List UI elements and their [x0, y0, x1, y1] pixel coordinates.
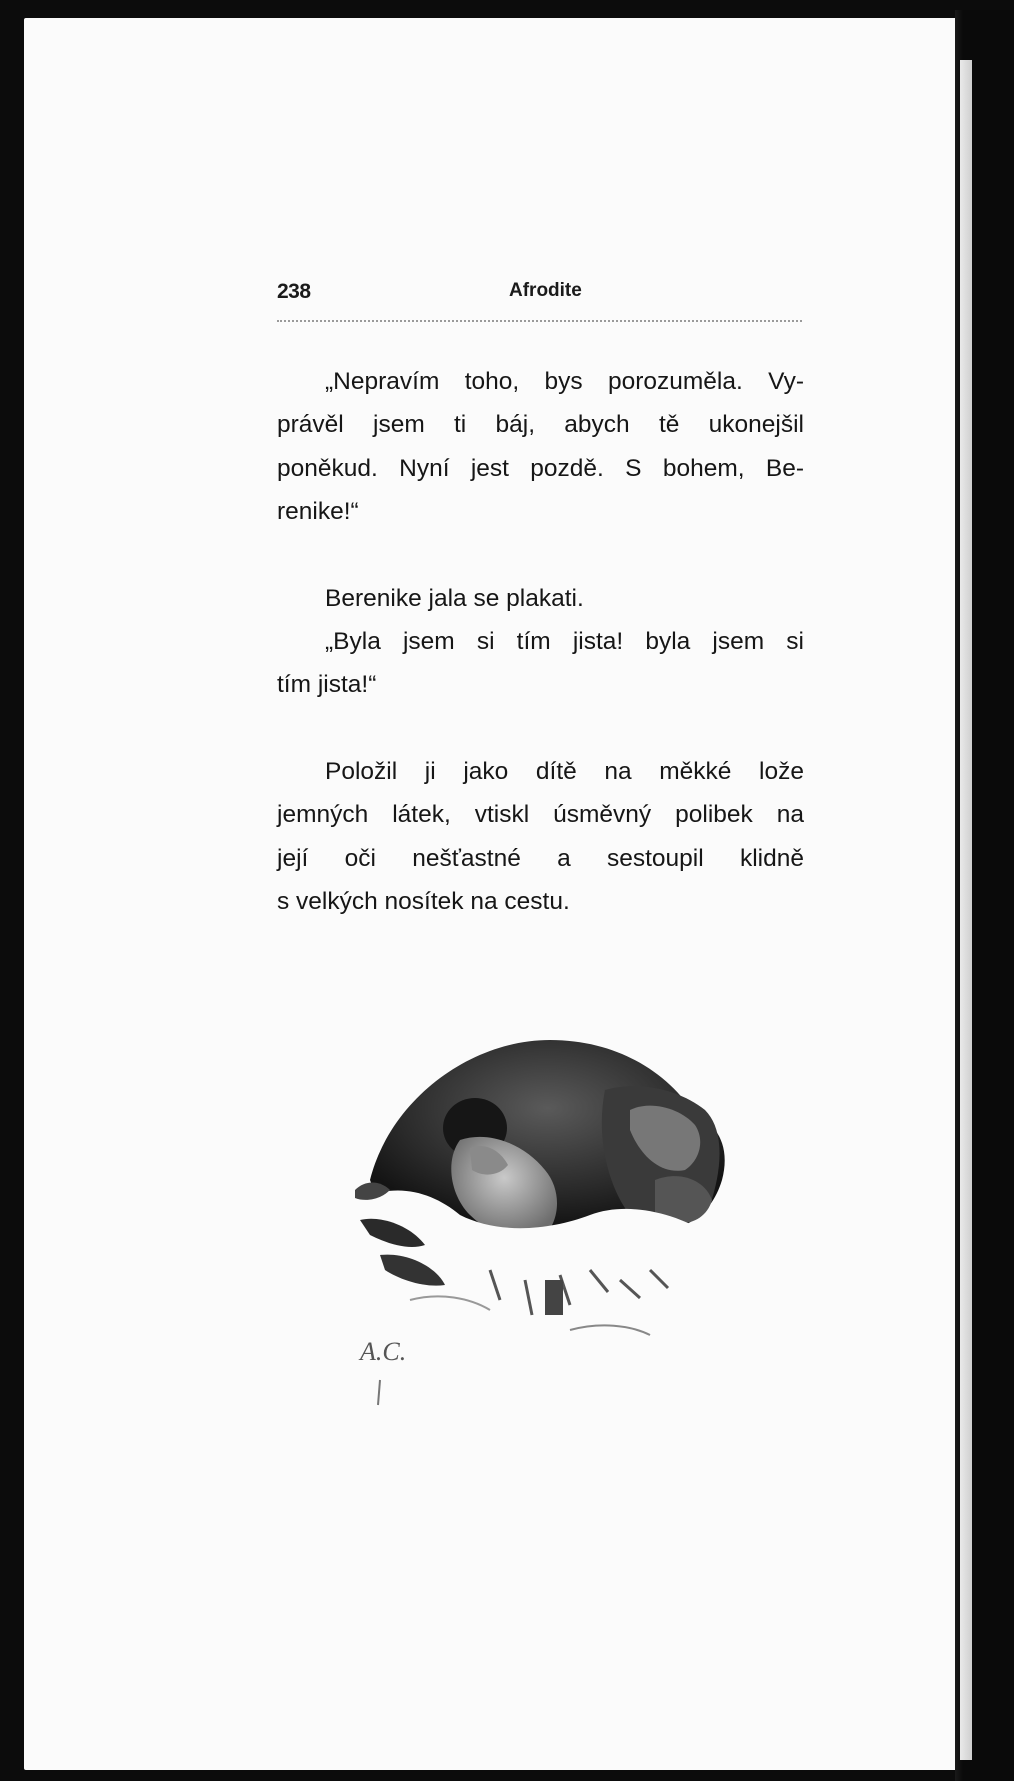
text-line: renike!“: [277, 498, 359, 526]
page-number: 238: [277, 280, 311, 303]
text-line: „Nepravím toho, bys porozuměla. Vy-: [325, 368, 804, 395]
reclining-figure-image: [350, 1030, 740, 1430]
text-line: její oči nešťastné a sestoupil klidně: [277, 844, 804, 872]
running-head: [277, 276, 802, 316]
header-rule: [277, 320, 802, 322]
paragraph: [277, 577, 804, 620]
paragraph: [277, 620, 804, 707]
text-line: poněkud. Nyní jest pozdě. S bohem, Be-: [277, 454, 804, 482]
running-head-title: Afrodite: [509, 280, 582, 301]
paragraph: [277, 750, 804, 924]
text-line: právěl jsem ti báj, abych tě ukonejšil: [277, 411, 804, 439]
text-line: tím jista!“: [277, 671, 377, 699]
body-text: [277, 360, 804, 923]
page-edge-shadow: [960, 60, 972, 1760]
artist-signature: A.C.: [360, 1337, 407, 1366]
paragraph: [277, 360, 804, 534]
text-line: Berenike jala se plakati.: [325, 584, 584, 612]
text-line: s velkých nosítek na cestu.: [277, 888, 570, 916]
text-line: Položil ji jako dítě na měkké lože: [325, 757, 804, 785]
text-line: „Byla jsem si tím jista! byla jsem si: [325, 628, 804, 656]
text-line: jemných látek, vtiskl úsměvný polibek na: [277, 801, 804, 829]
vignette-illustration: [350, 1030, 740, 1430]
